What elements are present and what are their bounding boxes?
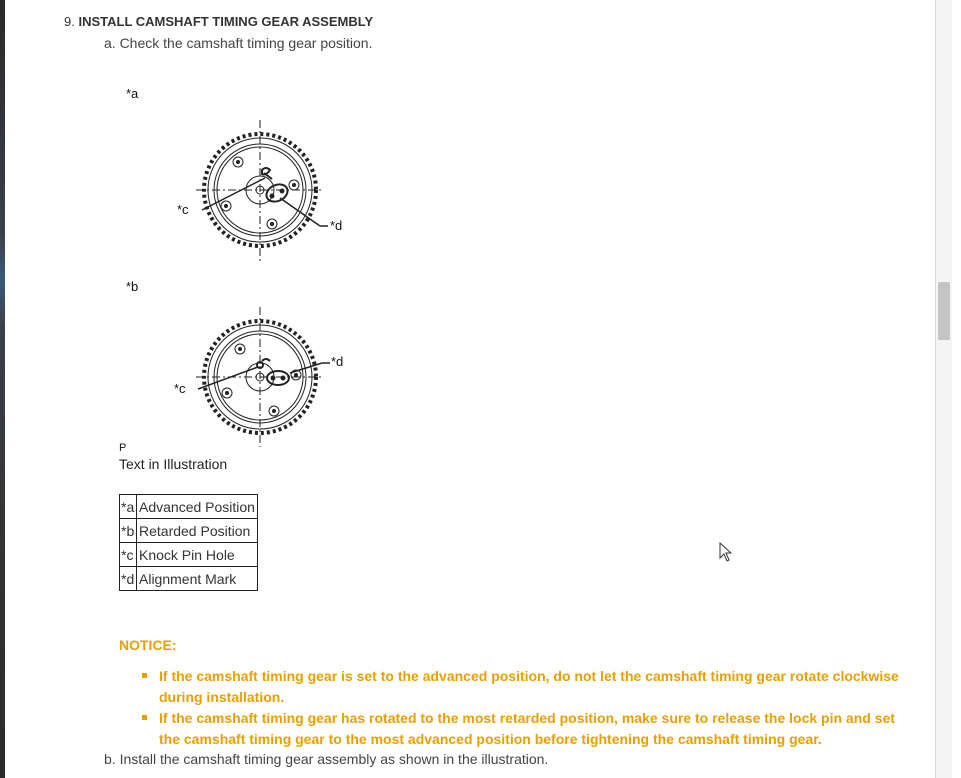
vertical-scrollbar[interactable] [936,0,952,778]
table-row [120,567,258,591]
table-row [120,519,258,543]
notice-heading: NOTICE: [119,637,177,653]
window-right-edge [952,0,961,778]
illustration-corner-mark: P [119,442,127,454]
list-item [142,666,917,708]
step-title: INSTALL CAMSHAFT TIMING GEAR ASSEMBLY [78,14,374,29]
step-number: 9. [64,14,75,29]
legend-code: *c [120,543,137,567]
table-row [120,543,258,567]
illustration-a-label-c: *c [177,202,189,217]
illustration-label-b: *b [126,279,139,294]
illustration-label-a: *a [126,86,139,101]
text-in-illustration-title: Text in Illustration [119,456,228,472]
legend-code: *a [120,495,137,519]
gear-retarded-illustration [190,305,330,450]
illustration-b-label-c: *c [174,381,186,396]
illustration-legend-table [119,494,258,591]
legend-description: Retarded Position [137,519,258,543]
notice-text: If the camshaft timing gear is set to the advanced position, do not let the camshaft timing gear rotate clockwise during installation. [159,668,899,705]
substep-a: a. Check the camshaft timing gear position. [104,35,373,51]
list-item [142,708,917,750]
window-left-edge [0,0,5,778]
substep-b: b. Install the camshaft timing gear assembly as shown in the illustration. [104,751,549,767]
step-heading [64,14,373,29]
gear-advanced-illustration [190,118,330,266]
mouse-pointer-icon [719,542,733,562]
bullet-icon [142,673,147,678]
bullet-icon [142,715,147,720]
legend-description: Knock Pin Hole [137,543,258,567]
legend-code: *b [120,519,137,543]
legend-code: *d [120,567,137,591]
scrollbar-thumb[interactable] [938,282,950,340]
table-row [120,495,258,519]
legend-description: Advanced Position [137,495,258,519]
legend-description: Alignment Mark [137,567,258,591]
illustration-b-label-d: *d [331,354,344,369]
illustration-a-label-d: *d [330,218,343,233]
notice-text: If the camshaft timing gear has rotated to the most retarded position, make sure to release the lock pin and set the camshaft timing gear to the most advanced position before tightening the camshaft timing gear. [159,710,895,747]
notice-list [142,666,917,750]
